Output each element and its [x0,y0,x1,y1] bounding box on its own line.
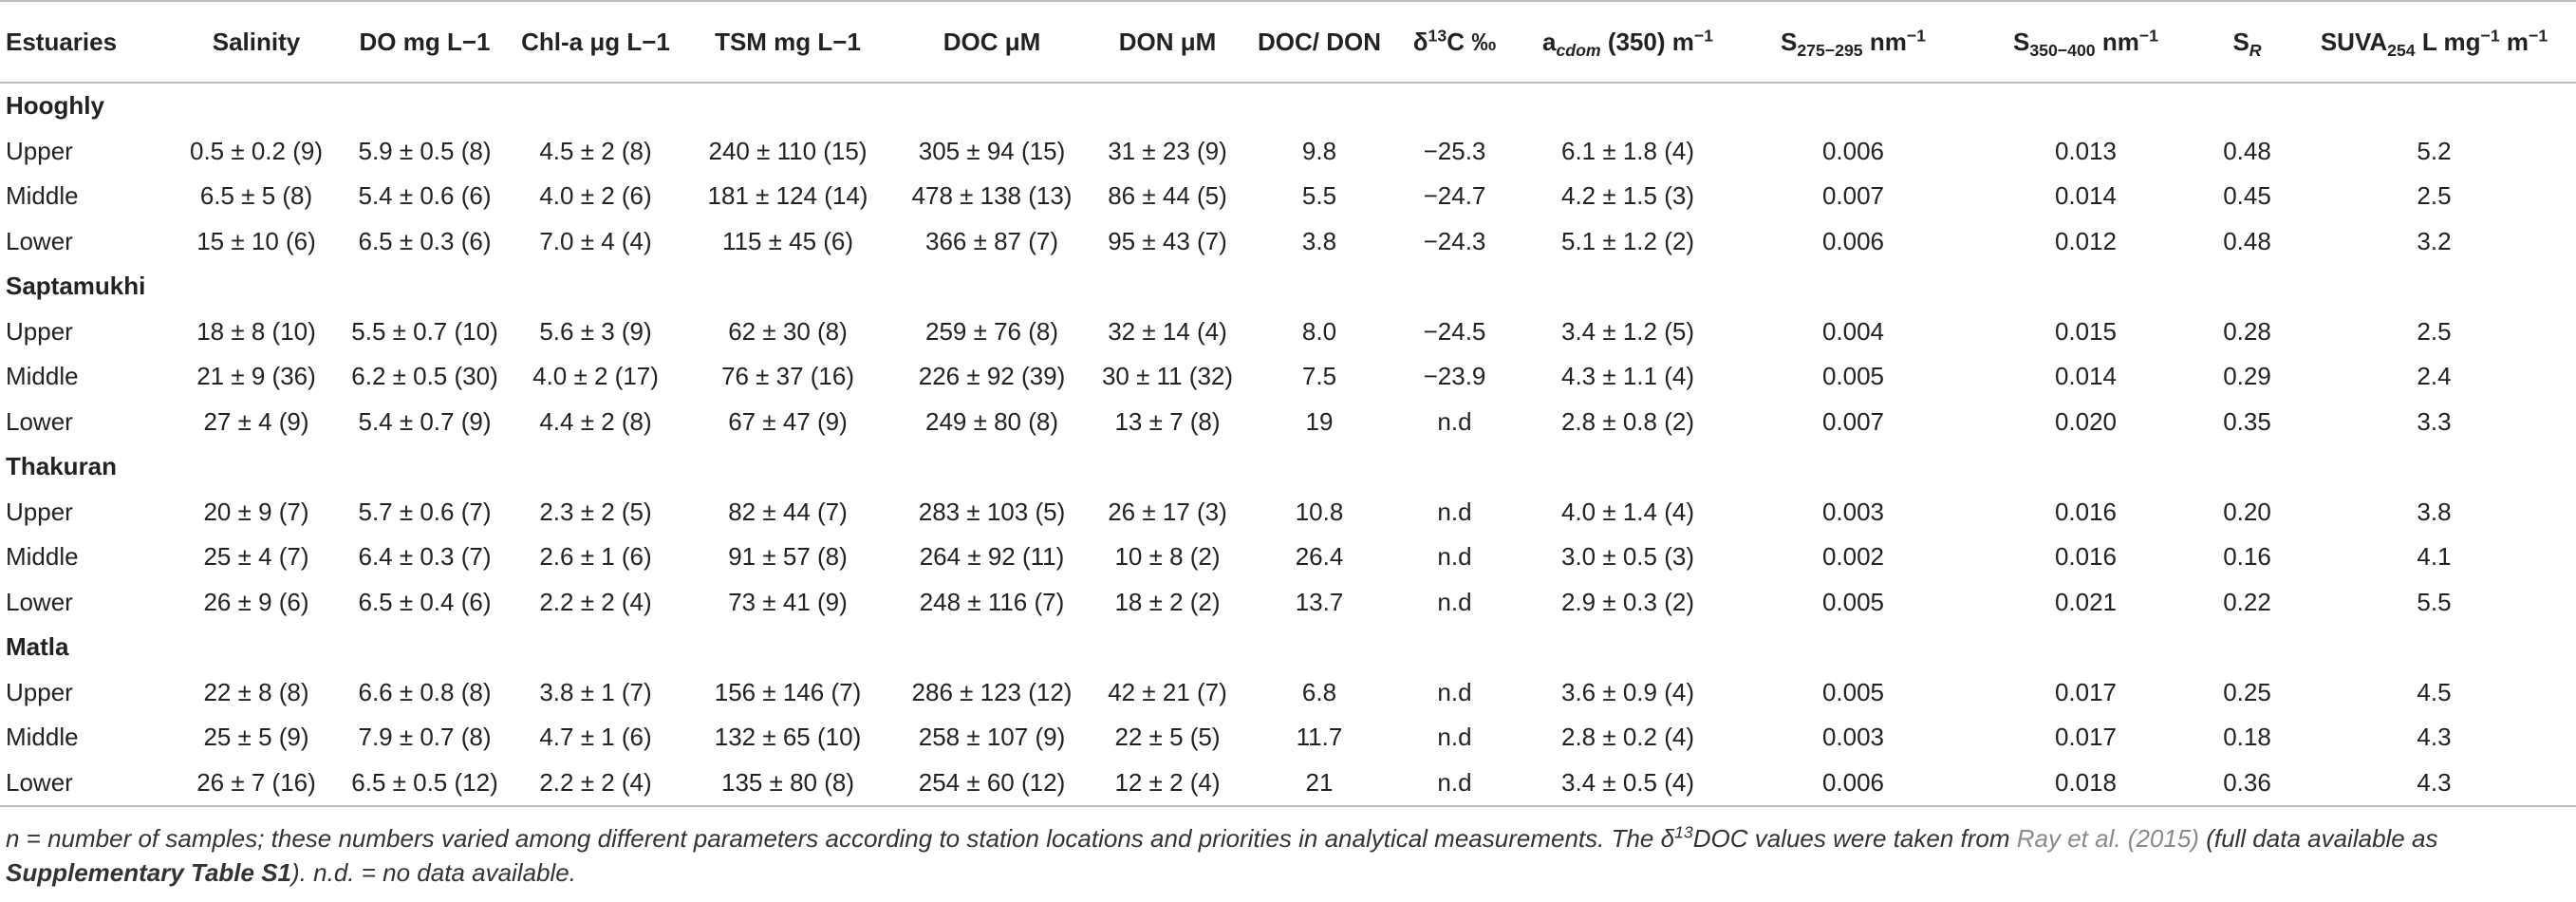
table-row [0,310,2576,355]
table-row [0,670,2576,716]
table-row [0,354,2576,400]
footnote-part3: (full data available as [2198,824,2438,853]
table-row [0,580,2576,626]
cell-doc: 249 ± 80 (8) [924,406,1059,436]
reference-link[interactable]: Ray et al. (2015) [2016,824,2199,853]
header-don: DON μM [1087,1,1248,83]
row-label: Upper [6,136,73,165]
cell-don: 22 ± 5 (5) [1114,723,1221,752]
cell-acdom: 5.1 ± 1.2 (2) [1560,226,1694,255]
table-body [0,83,2576,806]
d13c-suffix: C ‰ [1447,27,1497,56]
cell-doc-don: 13.7 [1295,587,1344,616]
suva-sup1: −1 [2480,25,2500,45]
s275-suffix: nm [1862,27,1907,56]
cell-suva: 2.5 [2417,316,2452,346]
cell-acdom: 4.3 ± 1.1 (4) [1560,362,1694,391]
cell-doc-don: 3.8 [1301,226,1337,255]
cell-salinity: 0.5 ± 0.2 (9) [189,136,323,165]
cell-s350: 0.015 [2054,316,2118,346]
header-tsm: TSM mg L−1 [679,1,897,83]
cell-do: 6.5 ± 0.4 (6) [358,587,492,616]
header-suva [2292,1,2576,83]
footnote-sup: 13 [1674,822,1693,842]
cell-d13c: n.d [1437,587,1472,616]
cell-sr: 0.48 [2223,136,2271,165]
cell-s275: 0.006 [1821,136,1885,165]
group-name: Matla [6,632,69,662]
cell-chla: 4.5 ± 2 (8) [539,136,652,165]
acdom-base: a [1541,27,1557,56]
table-row [0,761,2576,807]
cell-chla: 3.8 ± 1 (7) [539,677,652,706]
cell-d13c: −24.3 [1423,226,1486,255]
cell-tsm: 67 ± 47 (9) [728,406,848,436]
cell-doc: 478 ± 138 (13) [911,181,1073,211]
cell-do: 6.2 ± 0.5 (30) [351,362,498,391]
cell-salinity: 26 ± 7 (16) [176,761,337,807]
cell-suva: 4.5 [2417,677,2452,706]
footnote-part2: DOC values were taken from [1692,824,2017,853]
cell-suva: 4.1 [2417,542,2452,572]
cell-d13c: −25.3 [1423,136,1486,165]
cell-tsm: 76 ± 37 (16) [720,362,855,391]
header-acdom [1519,1,1737,83]
cell-tsm: 73 ± 41 (9) [728,587,848,616]
cell-doc-don: 10.8 [1295,497,1344,526]
cell-salinity: 25 ± 4 (7) [203,542,309,572]
cell-d13c: n.d [1437,723,1472,752]
suva-mid: L mg [2415,27,2481,56]
cell-doc: 226 ± 92 (39) [918,362,1066,391]
header-s275 [1737,1,1969,83]
cell-don: 18 ± 2 (2) [1114,587,1221,616]
acdom-sub: cdom [1556,40,1601,60]
cell-suva: 3.8 [2417,497,2452,526]
cell-doc-don: 19 [1305,406,1334,436]
table-row [0,129,2576,175]
cell-d13c: n.d [1437,677,1472,706]
cell-doc-don: 11.7 [1296,723,1343,752]
cell-tsm: 91 ± 57 (8) [728,542,848,572]
cell-don: 30 ± 11 (32) [1101,362,1234,391]
cell-do: 5.4 ± 0.6 (6) [358,181,492,211]
cell-suva: 2.5 [2417,181,2452,211]
cell-doc-don: 7.5 [1301,362,1337,391]
cell-sr: 0.45 [2223,181,2271,211]
cell-s350: 0.017 [2054,677,2118,706]
cell-tsm: 62 ± 30 (8) [728,316,848,346]
cell-don: 13 ± 7 (8) [1114,406,1221,436]
cell-chla: 5.6 ± 3 (9) [539,316,652,346]
cell-chla: 2.6 ± 1 (6) [539,542,652,572]
cell-tsm: 156 ± 146 (7) [714,677,862,706]
row-label: Middle [6,362,79,391]
cell-s275: 0.005 [1821,362,1885,391]
s275-sub: 275−295 [1797,40,1863,60]
cell-s350: 0.021 [2054,587,2118,616]
row-label: Middle [6,723,79,752]
cell-s350: 0.017 [2054,723,2118,752]
cell-sr: 0.36 [2202,761,2292,807]
cell-chla: 4.0 ± 2 (6) [539,181,652,211]
cell-acdom: 4.2 ± 1.5 (3) [1560,181,1694,211]
cell-salinity: 21 ± 9 (36) [196,362,316,391]
cell-chla: 4.7 ± 1 (6) [539,723,652,752]
cell-s275: 0.004 [1821,316,1885,346]
group-row [0,264,2576,310]
cell-d13c: n.d [1437,406,1472,436]
header-row [0,1,2576,83]
cell-suva: 4.3 [2292,761,2576,807]
footnote-part4: ). n.d. = no data available. [291,858,576,887]
cell-salinity: 20 ± 9 (7) [203,497,309,526]
cell-do: 6.5 ± 0.3 (6) [358,226,492,255]
cell-doc-don: 9.8 [1301,136,1337,165]
cell-s350: 0.014 [2054,362,2118,391]
table-row [0,490,2576,536]
cell-s350: 0.020 [2054,406,2118,436]
acdom-suffix: (350) m [1600,27,1694,56]
cell-sr: 0.28 [2223,316,2271,346]
cell-sr: 0.20 [2223,497,2271,526]
cell-s275: 0.006 [1821,226,1885,255]
row-label: Lower [6,406,73,436]
cell-don: 95 ± 43 (7) [1108,226,1227,255]
table-row [0,535,2576,580]
cell-acdom: 2.8 ± 0.2 (4) [1560,723,1694,752]
cell-acdom: 6.1 ± 1.8 (4) [1560,136,1694,165]
cell-salinity: 22 ± 8 (8) [203,677,309,706]
cell-don: 31 ± 23 (9) [1108,136,1227,165]
group-name: Thakuran [6,452,118,481]
suva-base: SUVA [2320,27,2388,56]
cell-do: 6.6 ± 0.8 (8) [358,677,492,706]
cell-s275: 0.007 [1821,181,1885,211]
cell-tsm: 115 ± 45 (6) [721,226,854,255]
cell-don: 12 ± 2 (4) [1087,761,1248,807]
table-row [0,400,2576,445]
cell-s350: 0.013 [2054,136,2118,165]
cell-suva: 3.3 [2417,406,2452,436]
cell-s275: 0.003 [1821,497,1885,526]
cell-chla: 2.2 ± 2 (4) [539,587,652,616]
cell-suva: 3.2 [2417,226,2452,255]
cell-tsm: 135 ± 80 (8) [679,761,897,807]
cell-tsm: 82 ± 44 (7) [728,497,848,526]
cell-acdom: 3.4 ± 0.5 (4) [1519,761,1737,807]
group-name: Hooghly [6,91,104,121]
header-salinity: Salinity [176,1,337,83]
cell-s350: 0.016 [2054,497,2118,526]
group-name: Saptamukhi [6,272,146,301]
s350-suffix: nm [2095,27,2139,56]
cell-do: 5.5 ± 0.7 (10) [351,316,498,346]
row-label: Middle [6,181,79,211]
cell-acdom: 3.0 ± 0.5 (3) [1560,542,1694,572]
cell-doc-don: 6.8 [1301,677,1337,706]
cell-sr: 0.35 [2223,406,2271,436]
cell-do: 5.9 ± 0.5 (8) [358,136,492,165]
cell-do: 6.4 ± 0.3 (7) [358,542,492,572]
cell-salinity: 6.5 ± 5 (8) [199,181,313,211]
header-d13c [1391,1,1519,83]
cell-doc-don: 8.0 [1301,316,1337,346]
cell-acdom: 3.4 ± 1.2 (5) [1560,316,1694,346]
cell-s275: 0.003 [1821,723,1885,752]
cell-doc: 254 ± 60 (12) [897,761,1087,807]
cell-salinity: 18 ± 8 (10) [196,316,316,346]
cell-chla: 4.4 ± 2 (8) [539,406,652,436]
s275-base: S [1780,27,1798,56]
cell-salinity: 15 ± 10 (6) [196,226,316,255]
cell-doc: 259 ± 76 (8) [924,316,1059,346]
row-label: Lower [6,226,73,255]
cell-sr: 0.22 [2223,587,2271,616]
cell-don: 42 ± 21 (7) [1108,677,1227,706]
cell-do: 5.7 ± 0.6 (7) [358,497,492,526]
table-row [0,219,2576,265]
cell-s350: 0.014 [2054,181,2118,211]
cell-suva: 2.4 [2417,362,2452,391]
cell-suva: 4.3 [2417,723,2452,752]
cell-don: 32 ± 14 (4) [1108,316,1227,346]
cell-doc-don: 5.5 [1301,181,1337,211]
group-row [0,83,2576,129]
cell-s350: 0.012 [2054,226,2118,255]
cell-do: 7.9 ± 0.7 (8) [358,723,492,752]
cell-s275: 0.005 [1821,587,1885,616]
row-label: Lower [0,761,176,807]
cell-s275: 0.002 [1821,542,1885,572]
group-row [0,625,2576,670]
cell-chla: 7.0 ± 4 (4) [539,226,652,255]
cell-acdom: 3.6 ± 0.9 (4) [1560,677,1694,706]
suva-sub: 254 [2387,40,2416,60]
cell-salinity: 27 ± 4 (9) [203,406,309,436]
cell-sr: 0.29 [2223,362,2271,391]
table-row [0,174,2576,219]
cell-d13c: −24.5 [1423,316,1486,346]
cell-doc-don: 21 [1248,761,1391,807]
cell-acdom: 2.8 ± 0.8 (2) [1560,406,1694,436]
cell-d13c: n.d [1437,542,1472,572]
cell-don: 86 ± 44 (5) [1108,181,1227,211]
cell-salinity: 26 ± 9 (6) [203,587,309,616]
header-s350 [1969,1,2202,83]
group-row [0,444,2576,490]
table-row [0,715,2576,761]
cell-do: 6.5 ± 0.5 (12) [337,761,513,807]
cell-s350: 0.018 [1969,761,2202,807]
cell-sr: 0.48 [2223,226,2271,255]
s350-sub: 350−400 [2029,40,2096,60]
cell-tsm: 240 ± 110 (15) [708,136,868,165]
cell-d13c: −23.9 [1423,362,1486,391]
header-doc-don: DOC/ DON [1248,1,1391,83]
s350-base: S [2012,27,2030,56]
cell-s275: 0.006 [1737,761,1969,807]
suva-sup2: −1 [2529,25,2548,45]
s350-sup: −1 [2138,25,2159,45]
s275-sup: −1 [1906,25,1927,45]
cell-s275: 0.005 [1821,677,1885,706]
row-label: Upper [6,316,73,346]
cell-sr: 0.16 [2223,542,2271,572]
cell-doc-don: 26.4 [1295,542,1344,572]
header-do: DO mg L−1 [337,1,513,83]
header-chla: Chl-a μg L−1 [513,1,679,83]
cell-salinity: 25 ± 5 (9) [203,723,309,752]
cell-sr: 0.18 [2223,723,2271,752]
d13c-sup: 13 [1428,25,1447,45]
cell-doc: 283 ± 103 (5) [918,497,1066,526]
cell-doc: 366 ± 87 (7) [924,226,1059,255]
row-label: Upper [6,677,73,706]
acdom-sup: −1 [1693,25,1714,45]
cell-don: 10 ± 8 (2) [1114,542,1221,572]
cell-doc: 286 ± 123 (12) [911,677,1073,706]
cell-chla: 4.0 ± 2 (17) [532,362,659,391]
cell-doc: 248 ± 116 (7) [919,587,1065,616]
header-sr [2202,1,2292,83]
table-footnote [6,821,2473,890]
cell-d13c: n.d [1391,761,1519,807]
cell-s350: 0.016 [2054,542,2118,572]
cell-d13c: n.d [1437,497,1472,526]
header-estuaries: Estuaries [0,1,176,83]
cell-tsm: 181 ± 124 (14) [707,181,868,211]
d13c-prefix: δ [1412,27,1428,56]
row-label: Middle [6,542,79,572]
supplementary-link[interactable]: Supplementary Table S1 [6,858,292,887]
cell-doc: 305 ± 94 (15) [918,136,1066,165]
header-doc: DOC μM [897,1,1087,83]
cell-s275: 0.007 [1821,406,1885,436]
cell-doc: 264 ± 92 (11) [919,542,1065,572]
cell-sr: 0.25 [2223,677,2271,706]
cell-chla: 2.2 ± 2 (4) [513,761,679,807]
row-label: Upper [6,497,73,526]
cell-chla: 2.3 ± 2 (5) [539,497,652,526]
cell-acdom: 4.0 ± 1.4 (4) [1560,497,1694,526]
footnote-part1: n = number of samples; these numbers varied among different parameters according to station locations and priorities in analytical measurements. The δ [6,824,1675,853]
cell-d13c: −24.7 [1423,181,1486,211]
cell-suva: 5.5 [2417,587,2452,616]
cell-doc: 258 ± 107 (9) [918,723,1066,752]
cell-do: 5.4 ± 0.7 (9) [358,406,492,436]
cell-tsm: 132 ± 65 (10) [714,723,862,752]
cell-don: 26 ± 17 (3) [1108,497,1227,526]
sr-sub: R [2249,40,2262,60]
row-label: Lower [6,587,73,616]
sr-base: S [2232,27,2249,56]
cell-suva: 5.2 [2417,136,2452,165]
cell-acdom: 2.9 ± 0.3 (2) [1560,587,1694,616]
suva-m: m [2499,27,2529,56]
